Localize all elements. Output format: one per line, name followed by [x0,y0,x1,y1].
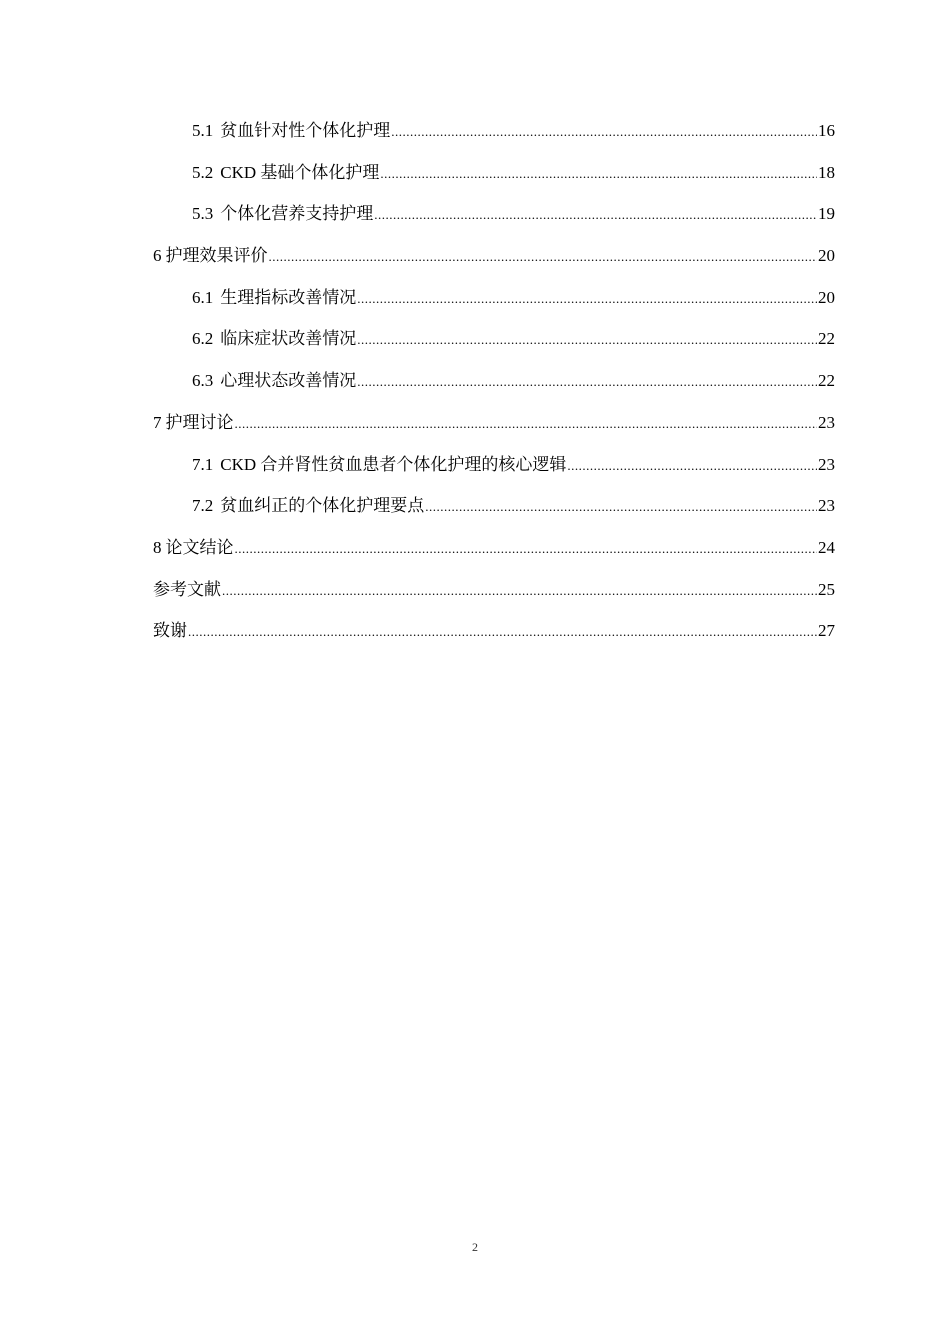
toc-entry-page: 23 [818,412,835,432]
toc-entry-number: 6 [153,246,162,266]
dot-leader [235,528,818,570]
toc-entry[interactable] [153,277,835,319]
toc-entry-title: 贫血纠正的个体化护理要点 [220,496,425,516]
toc-entry[interactable] [153,152,835,194]
toc-entry-title: 护理讨论 [165,412,234,432]
toc-entry-page: 23 [818,454,835,474]
toc-entry-title: 临床症状改善情况 [220,329,357,349]
toc-entry[interactable] [153,402,835,444]
dot-leader [357,319,817,361]
dot-leader [222,570,817,612]
toc-entry[interactable] [153,610,835,652]
toc-entry[interactable] [153,193,835,235]
toc-entry-number: 6.3 [192,371,214,391]
toc-entry-page: 19 [818,204,835,224]
dot-leader [357,361,817,403]
toc-entry-title: 致谢 [153,621,187,641]
toc-entry-title: 参考文献 [153,579,221,599]
toc-entry-page: 22 [818,371,835,391]
toc-entry-number: 8 [153,537,162,557]
dot-leader [188,611,817,653]
dot-leader [374,194,817,236]
dot-leader [391,111,817,153]
toc-entry[interactable] [153,485,835,527]
toc-entry[interactable] [153,110,835,152]
toc-entry[interactable] [153,318,835,360]
toc-entry-title: 护理效果评价 [165,246,268,266]
toc-entry-number: 5.2 [192,162,214,182]
toc-entry[interactable] [153,569,835,611]
toc-entry-page: 16 [818,121,835,140]
toc-entry-number: 7.2 [192,496,214,516]
toc-entry-title: 贫血针对性个体化护理 [220,121,391,140]
toc-entry-title: 个体化营养支持护理 [220,204,374,224]
toc-entry-page: 22 [818,329,835,349]
toc-entry-page: 18 [818,162,835,182]
table-of-contents [153,110,835,652]
dot-leader [269,236,818,278]
dot-leader [357,278,817,320]
toc-entry[interactable] [153,527,835,569]
toc-entry-page: 25 [818,579,835,599]
toc-entry-number: 7 [153,412,162,432]
toc-entry-number: 5.3 [192,204,214,224]
page-number: 2 [472,1240,478,1254]
toc-entry-number: 5.1 [192,121,214,140]
dot-leader [235,403,818,445]
toc-entry[interactable] [153,444,835,486]
toc-entry-title: CKD 基础个体化护理 [220,162,380,182]
toc-entry-title: 生理指标改善情况 [220,287,357,307]
toc-entry-number: 6.2 [192,329,214,349]
toc-entry-number: 6.1 [192,287,214,307]
dot-leader [425,486,817,528]
toc-entry-number: 7.1 [192,454,214,474]
toc-entry-page: 20 [818,287,835,307]
toc-entry-title: 论文结论 [165,537,234,557]
toc-entry-page: 24 [818,537,835,557]
toc-entry[interactable] [153,360,835,402]
toc-entry-title: 心理状态改善情况 [220,371,357,391]
dot-leader [567,445,817,487]
toc-entry-title: CKD 合并肾性贫血患者个体化护理的核心逻辑 [220,454,567,474]
toc-entry-page: 23 [818,496,835,516]
dot-leader [380,153,817,195]
toc-entry-page: 27 [818,621,835,641]
toc-entry[interactable] [153,235,835,277]
toc-entry-page: 20 [818,246,835,266]
